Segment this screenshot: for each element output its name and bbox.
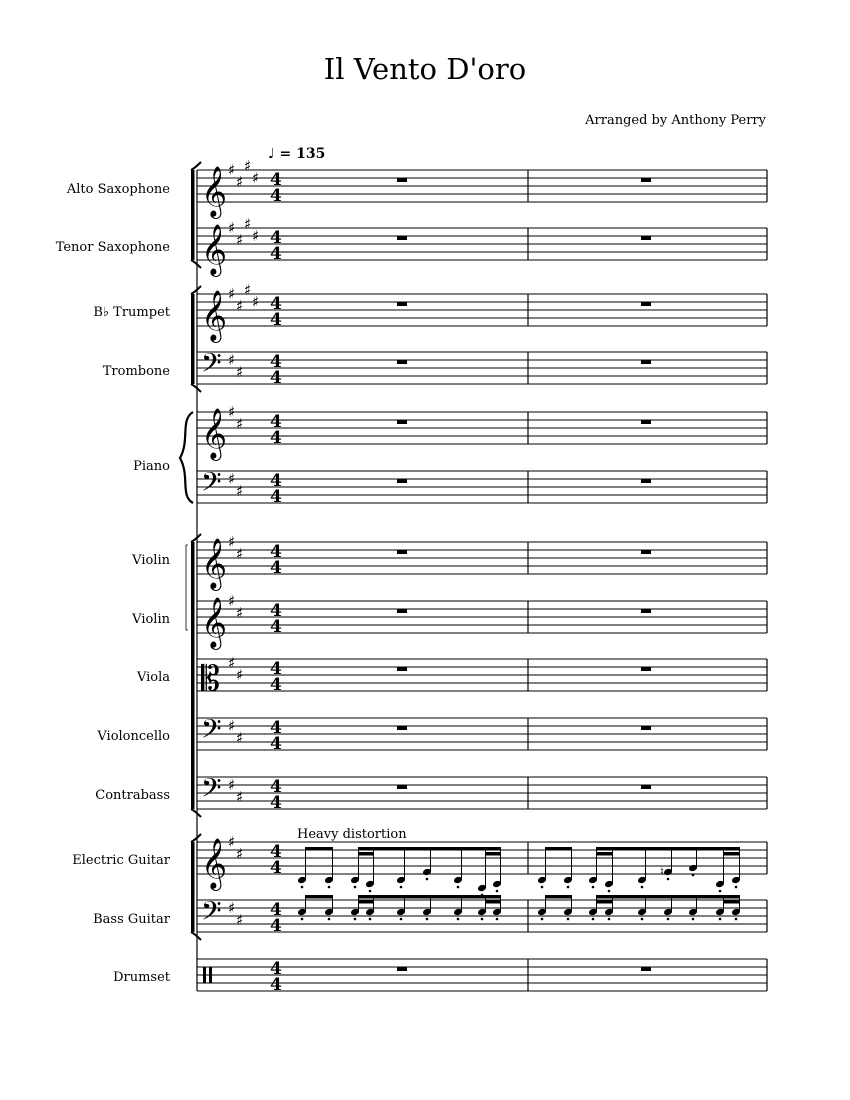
bracket-saxophones-top bbox=[191, 162, 201, 170]
electric-guitar-staccato-icon bbox=[719, 890, 722, 893]
bracket-saxophones bbox=[191, 170, 195, 260]
bracket-brass-top bbox=[191, 286, 201, 294]
sharp-icon: ♯ bbox=[236, 231, 244, 249]
bass-guitar-beam bbox=[545, 895, 572, 899]
bass-clef-icon: 𝄢 bbox=[201, 466, 222, 504]
electric-guitar-staccato-icon bbox=[692, 874, 695, 877]
natural-icon: ♮ bbox=[660, 865, 664, 878]
electric-guitar-staccato-icon bbox=[354, 886, 357, 889]
whole-rest-icon bbox=[641, 967, 651, 971]
piano-brace-icon bbox=[180, 412, 193, 503]
bracket-guitars-bottom bbox=[191, 932, 201, 940]
instrument-label-violin-1: Violin bbox=[132, 553, 170, 568]
electric-guitar-beam bbox=[596, 852, 613, 856]
sharp-icon: ♯ bbox=[228, 470, 236, 488]
sharp-icon: ♯ bbox=[244, 157, 252, 175]
whole-rest-icon bbox=[641, 785, 651, 789]
sharp-icon: ♯ bbox=[236, 297, 244, 315]
arranger-credit: Arranged by Anthony Perry bbox=[585, 113, 766, 128]
sharp-icon: ♯ bbox=[228, 219, 236, 237]
sharp-icon: ♯ bbox=[244, 215, 252, 233]
percussion-clef-icon bbox=[209, 967, 212, 983]
time-signature-numerator: 4 bbox=[270, 777, 282, 797]
electric-guitar-staccato-icon bbox=[592, 886, 595, 889]
time-signature-denominator: 4 bbox=[270, 858, 282, 878]
electric-guitar-beam bbox=[723, 852, 740, 856]
sharp-icon: ♯ bbox=[236, 173, 244, 191]
whole-rest-icon bbox=[641, 360, 651, 364]
electric-guitar-staccato-icon bbox=[369, 890, 372, 893]
electric-guitar-staccato-icon bbox=[328, 886, 331, 889]
bracket-brass-bottom bbox=[191, 384, 201, 392]
bass-guitar-staccato-icon bbox=[692, 918, 695, 921]
bass-guitar-staccato-icon bbox=[496, 918, 499, 921]
whole-rest-icon bbox=[641, 302, 651, 306]
time-signature-denominator: 4 bbox=[270, 617, 282, 637]
bracket-brass bbox=[191, 294, 195, 384]
sharp-icon: ♯ bbox=[228, 403, 236, 421]
bass-guitar-staccato-icon bbox=[567, 918, 570, 921]
time-signature-numerator: 4 bbox=[270, 412, 282, 432]
time-signature-numerator: 4 bbox=[270, 352, 282, 372]
bass-guitar-beam bbox=[358, 895, 501, 899]
time-signature-numerator: 4 bbox=[270, 601, 282, 621]
whole-rest-icon bbox=[397, 178, 407, 182]
bracket-strings bbox=[191, 542, 195, 809]
sharp-icon: ♯ bbox=[228, 654, 236, 672]
bass-guitar-staccato-icon bbox=[608, 918, 611, 921]
bass-guitar-staccato-icon bbox=[369, 918, 372, 921]
bracket-strings-top bbox=[191, 534, 201, 542]
time-signature-denominator: 4 bbox=[270, 734, 282, 754]
electric-guitar-staccato-icon bbox=[496, 890, 499, 893]
time-signature-numerator: 4 bbox=[270, 959, 282, 979]
instrument-label-cello: Violoncello bbox=[97, 729, 170, 744]
whole-rest-icon bbox=[397, 785, 407, 789]
instrument-label-piano: Piano bbox=[133, 459, 170, 474]
bracket-violins bbox=[186, 545, 188, 630]
whole-rest-icon bbox=[397, 667, 407, 671]
sharp-icon: ♯ bbox=[228, 833, 236, 851]
sharp-icon: ♯ bbox=[252, 293, 260, 311]
whole-rest-icon bbox=[397, 236, 407, 240]
bass-guitar-staccato-icon bbox=[354, 918, 357, 921]
whole-rest-icon bbox=[397, 550, 407, 554]
time-signature-denominator: 4 bbox=[270, 310, 282, 330]
electric-guitar-beam bbox=[358, 852, 374, 856]
time-signature-numerator: 4 bbox=[270, 294, 282, 314]
bass-guitar-beam bbox=[305, 895, 333, 899]
sharp-icon: ♯ bbox=[228, 592, 236, 610]
whole-rest-icon bbox=[397, 302, 407, 306]
alto-clef-icon: 𝄡 bbox=[201, 659, 220, 699]
instrument-label-tenor-sax: Tenor Saxophone bbox=[55, 240, 170, 255]
electric-guitar-beam bbox=[305, 847, 333, 851]
whole-rest-icon bbox=[641, 236, 651, 240]
whole-rest-icon bbox=[397, 609, 407, 613]
sharp-icon: ♯ bbox=[236, 604, 244, 622]
bass-guitar-staccato-icon bbox=[301, 918, 304, 921]
sharp-icon: ♯ bbox=[236, 911, 244, 929]
electric-guitar-staccato-icon bbox=[667, 878, 670, 881]
time-signature-numerator: 4 bbox=[270, 170, 282, 190]
time-signature-denominator: 4 bbox=[270, 428, 282, 448]
time-signature-numerator: 4 bbox=[270, 471, 282, 491]
time-signature-denominator: 4 bbox=[270, 793, 282, 813]
bass-guitar-staccato-icon bbox=[426, 918, 429, 921]
whole-rest-icon bbox=[397, 360, 407, 364]
bass-clef-icon: 𝄢 bbox=[201, 713, 222, 751]
treble-clef-icon: 𝄞 bbox=[201, 597, 228, 648]
electric-guitar-staccato-icon bbox=[608, 890, 611, 893]
sharp-icon: ♯ bbox=[236, 363, 244, 381]
time-signature-numerator: 4 bbox=[270, 659, 282, 679]
bass-guitar-staccato-icon bbox=[719, 918, 722, 921]
electric-guitar-beam bbox=[545, 847, 572, 851]
sharp-icon: ♯ bbox=[228, 899, 236, 917]
time-signature-numerator: 4 bbox=[270, 718, 282, 738]
instrument-label-viola: Viola bbox=[136, 670, 170, 685]
bass-guitar-staccato-icon bbox=[735, 918, 738, 921]
bass-guitar-beam bbox=[596, 895, 740, 899]
time-signature-denominator: 4 bbox=[270, 916, 282, 936]
performance-annotation: Heavy distortion bbox=[297, 827, 407, 842]
instrument-label-trumpet: B♭ Trumpet bbox=[93, 305, 170, 320]
percussion-clef-icon bbox=[203, 967, 206, 983]
whole-rest-icon bbox=[641, 609, 651, 613]
time-signature-denominator: 4 bbox=[270, 975, 282, 995]
bass-guitar-staccato-icon bbox=[667, 918, 670, 921]
time-signature-numerator: 4 bbox=[270, 842, 282, 862]
whole-rest-icon bbox=[641, 479, 651, 483]
score-title: Il Vento D'oro bbox=[323, 52, 527, 86]
instrument-label-contrabass: Contrabass bbox=[95, 788, 170, 803]
treble-clef-icon: 𝄞 bbox=[201, 408, 228, 459]
sharp-icon: ♯ bbox=[228, 161, 236, 179]
bass-guitar-beam bbox=[486, 900, 501, 904]
quarter-note-icon: ♩ bbox=[268, 146, 275, 162]
electric-guitar-beam bbox=[596, 847, 740, 851]
electric-guitar-staccato-icon bbox=[567, 886, 570, 889]
time-signature-numerator: 4 bbox=[270, 900, 282, 920]
whole-rest-icon bbox=[641, 420, 651, 424]
sharp-icon: ♯ bbox=[236, 788, 244, 806]
sharp-icon: ♯ bbox=[236, 482, 244, 500]
instrument-label-bass-guitar: Bass Guitar bbox=[93, 912, 170, 927]
sharp-icon: ♯ bbox=[252, 169, 260, 187]
time-signature-denominator: 4 bbox=[270, 368, 282, 388]
instrument-label-alto-sax: Alto Saxophone bbox=[66, 182, 170, 197]
bass-guitar-beam bbox=[723, 900, 740, 904]
electric-guitar-staccato-icon bbox=[301, 886, 304, 889]
electric-guitar-staccato-icon bbox=[541, 886, 544, 889]
bass-guitar-staccato-icon bbox=[328, 918, 331, 921]
bass-guitar-beam bbox=[596, 900, 613, 904]
time-signature-denominator: 4 bbox=[270, 186, 282, 206]
bracket-saxophones-bottom bbox=[191, 260, 201, 268]
electric-guitar-beam bbox=[358, 847, 501, 851]
electric-guitar-beam bbox=[486, 852, 501, 856]
tempo-value: = 135 bbox=[279, 146, 326, 162]
time-signature-numerator: 4 bbox=[270, 228, 282, 248]
bass-guitar-staccato-icon bbox=[641, 918, 644, 921]
treble-clef-icon: 𝄞 bbox=[201, 224, 228, 275]
sharp-icon: ♯ bbox=[228, 285, 236, 303]
bracket-guitars bbox=[191, 842, 195, 932]
time-signature-numerator: 4 bbox=[270, 542, 282, 562]
whole-rest-icon bbox=[641, 178, 651, 182]
sharp-icon: ♯ bbox=[228, 776, 236, 794]
whole-rest-icon bbox=[641, 726, 651, 730]
whole-rest-icon bbox=[641, 550, 651, 554]
treble-clef-icon: 𝄞 bbox=[201, 538, 228, 589]
bass-guitar-staccato-icon bbox=[541, 918, 544, 921]
whole-rest-icon bbox=[397, 420, 407, 424]
electric-guitar-staccato-icon bbox=[735, 886, 738, 889]
bass-guitar-staccato-icon bbox=[592, 918, 595, 921]
time-signature-denominator: 4 bbox=[270, 487, 282, 507]
sharp-icon: ♯ bbox=[236, 729, 244, 747]
bass-guitar-staccato-icon bbox=[457, 918, 460, 921]
bracket-guitars-top bbox=[191, 834, 201, 842]
sharp-icon: ♯ bbox=[244, 281, 252, 299]
electric-guitar-staccato-icon bbox=[641, 886, 644, 889]
sharp-icon: ♯ bbox=[236, 415, 244, 433]
bass-clef-icon: 𝄢 bbox=[201, 895, 222, 933]
whole-rest-icon bbox=[397, 967, 407, 971]
treble-clef-icon: 𝄞 bbox=[201, 838, 228, 889]
sharp-icon: ♯ bbox=[236, 845, 244, 863]
bass-guitar-staccato-icon bbox=[481, 918, 484, 921]
treble-clef-icon: 𝄞 bbox=[201, 290, 228, 341]
time-signature-denominator: 4 bbox=[270, 558, 282, 578]
electric-guitar-staccato-icon bbox=[400, 886, 403, 889]
instrument-label-electric-guitar: Electric Guitar bbox=[72, 853, 170, 868]
treble-clef-icon: 𝄞 bbox=[201, 166, 228, 217]
bass-guitar-beam bbox=[358, 900, 374, 904]
whole-rest-icon bbox=[641, 667, 651, 671]
sharp-icon: ♯ bbox=[252, 227, 260, 245]
electric-guitar-staccato-icon bbox=[457, 886, 460, 889]
bass-clef-icon: 𝄢 bbox=[201, 347, 222, 385]
whole-rest-icon bbox=[397, 726, 407, 730]
sharp-icon: ♯ bbox=[228, 717, 236, 735]
instrument-label-trombone: Trombone bbox=[102, 364, 170, 379]
electric-guitar-staccato-icon bbox=[426, 878, 429, 881]
time-signature-denominator: 4 bbox=[270, 244, 282, 264]
instrument-label-drumset: Drumset bbox=[113, 970, 170, 985]
sharp-icon: ♯ bbox=[236, 545, 244, 563]
bass-clef-icon: 𝄢 bbox=[201, 772, 222, 810]
sharp-icon: ♯ bbox=[236, 666, 244, 684]
sharp-icon: ♯ bbox=[228, 533, 236, 551]
sharp-icon: ♯ bbox=[228, 351, 236, 369]
whole-rest-icon bbox=[397, 479, 407, 483]
bracket-strings-bottom bbox=[191, 809, 201, 817]
instrument-label-violin-2: Violin bbox=[132, 612, 170, 627]
bass-guitar-staccato-icon bbox=[400, 918, 403, 921]
time-signature-denominator: 4 bbox=[270, 675, 282, 695]
